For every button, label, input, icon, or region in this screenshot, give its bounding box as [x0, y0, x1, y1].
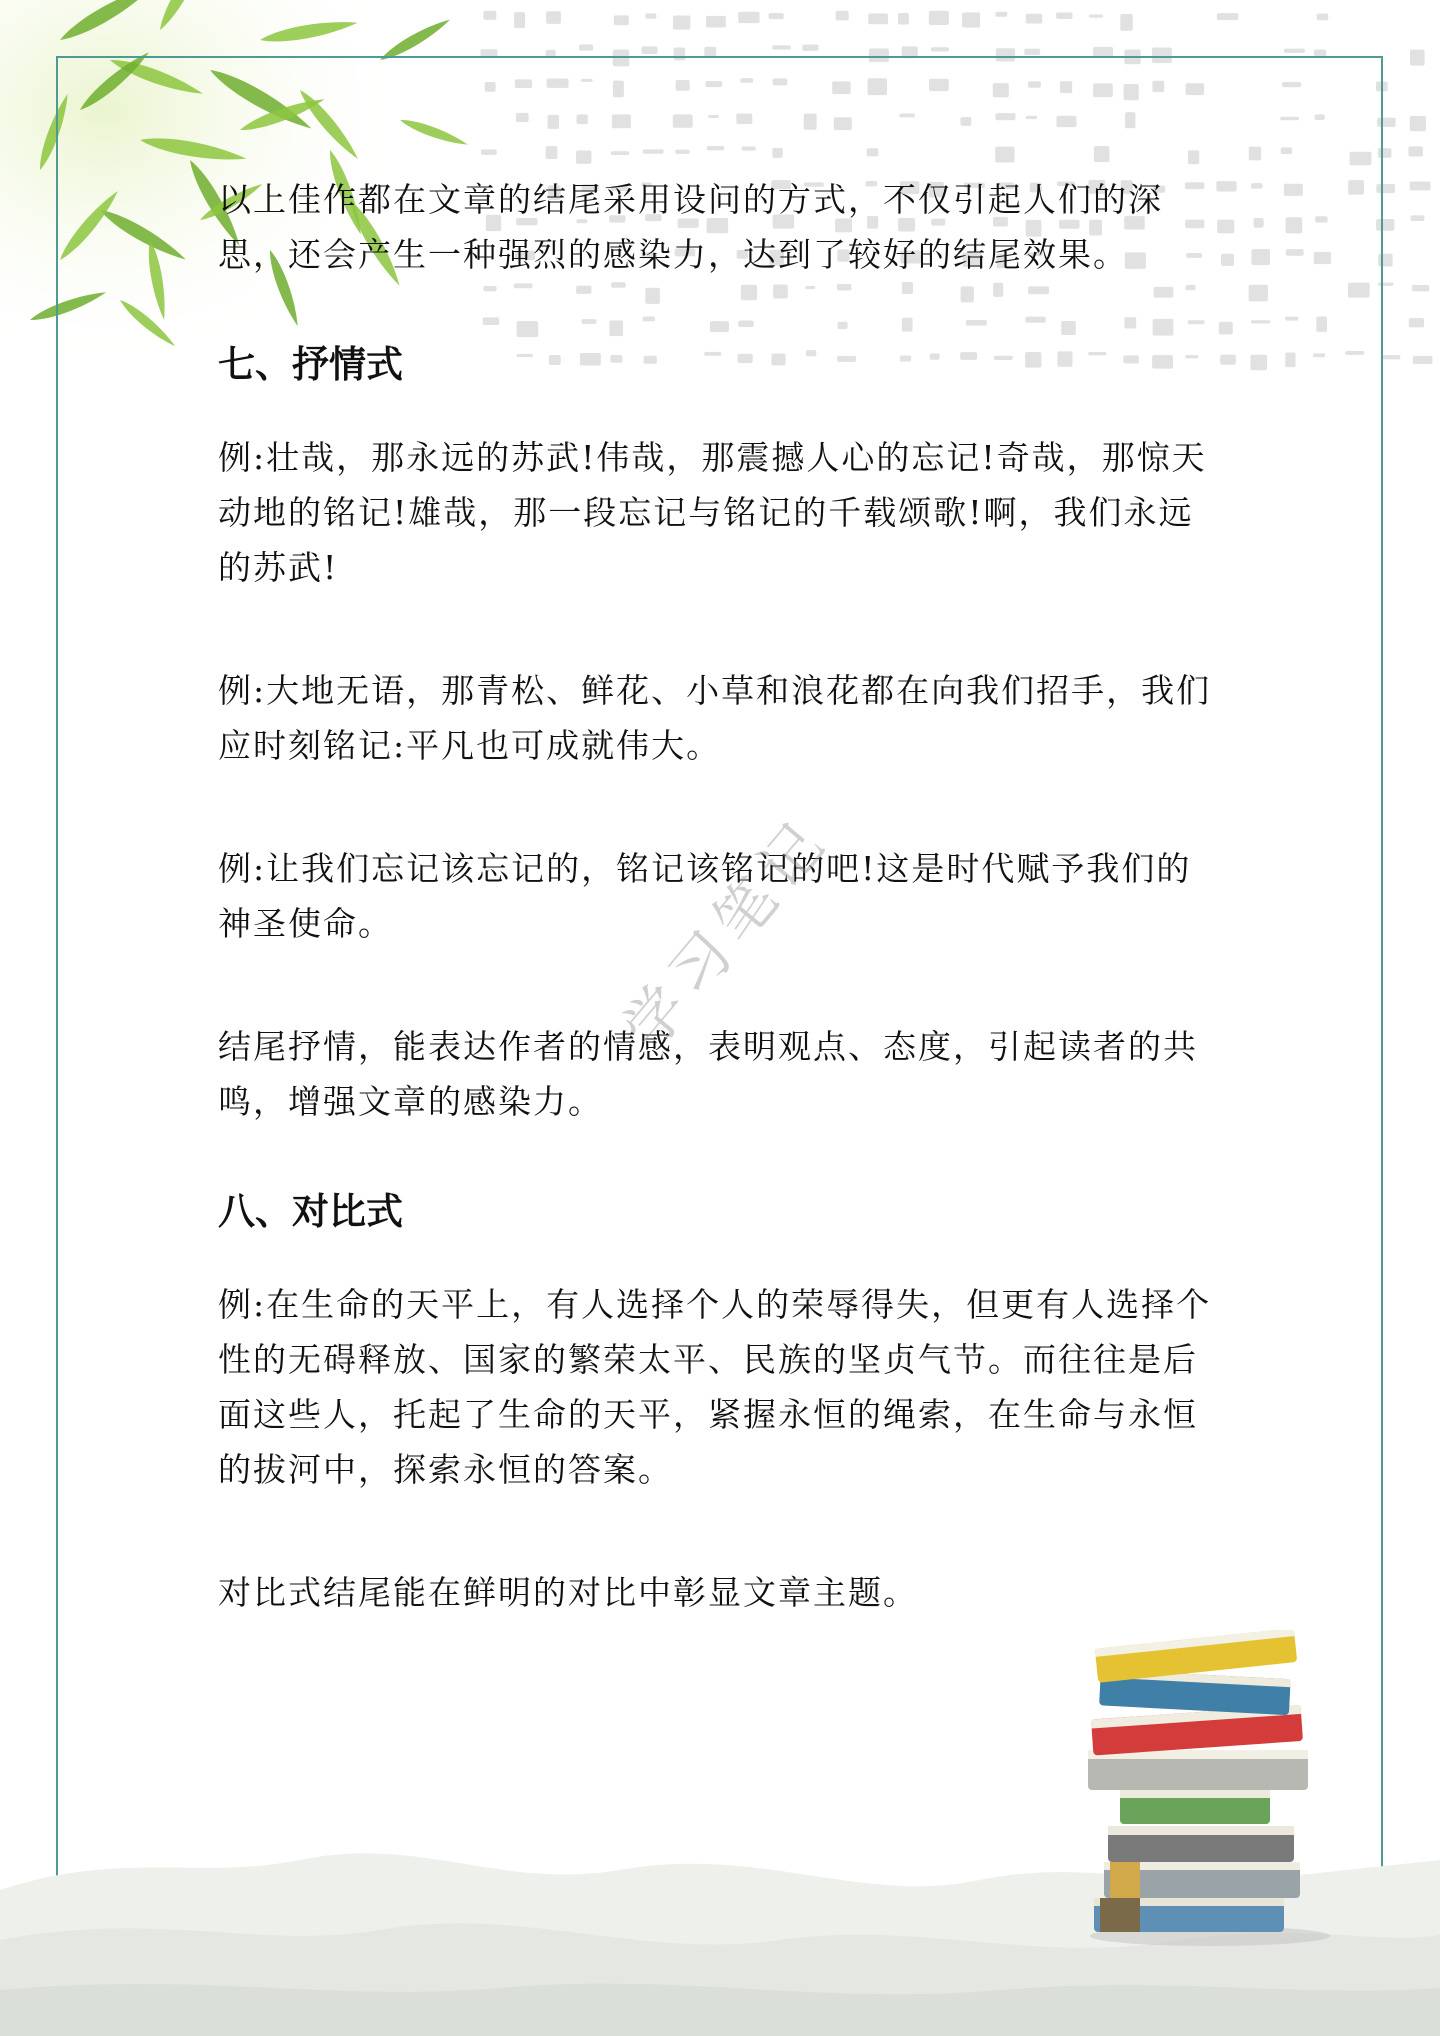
- summary-paragraph: 对比式结尾能在鲜明的对比中彰显文章主题。: [218, 1573, 918, 1612]
- example-paragraph: 例:壮哉，那永远的苏武!伟哉，那震撼人心的忘记!奇哉，那惊天动地的铭记!雄哉，那一段忘记与铭记的千载颂歌!啊，我们永远的苏武!: [218, 438, 1207, 587]
- intro-paragraph: 以上佳作都在文章的结尾采用设问的方式，不仅引起人们的深思，还会产生一种强烈的感染力，达到了较好的结尾效果。: [218, 180, 1163, 274]
- example-paragraph: 例:在生命的天平上，有人选择个人的荣辱得失，但更有人选择个性的无碍释放、国家的繁荣太平、民族的坚贞气节。而往往是后面这些人，托起了生命的天平，紧握永恒的绳索，在生命与永恒的拔河中，探索永恒的答案。: [218, 1285, 1212, 1489]
- example-paragraph: 例:让我们忘记该忘记的，铭记该铭记的吧!这是时代赋予我们的神圣使命。: [218, 849, 1192, 943]
- books-stack-illustration-icon: [1080, 1630, 1350, 1950]
- example-paragraph: 例:大地无语，那青松、鲜花、小草和浪花都在向我们招手，我们应时刻铭记:平凡也可成就伟大。: [218, 671, 1212, 765]
- summary-paragraph: 结尾抒情，能表达作者的情感，表明观点、态度，引起读者的共鸣，增强文章的感染力。: [218, 1027, 1198, 1121]
- watermark-text: 学习笔记: [609, 803, 844, 1064]
- section-heading-7: 七、抒情式: [218, 343, 403, 386]
- section-heading-8: 八、对比式: [218, 1190, 403, 1233]
